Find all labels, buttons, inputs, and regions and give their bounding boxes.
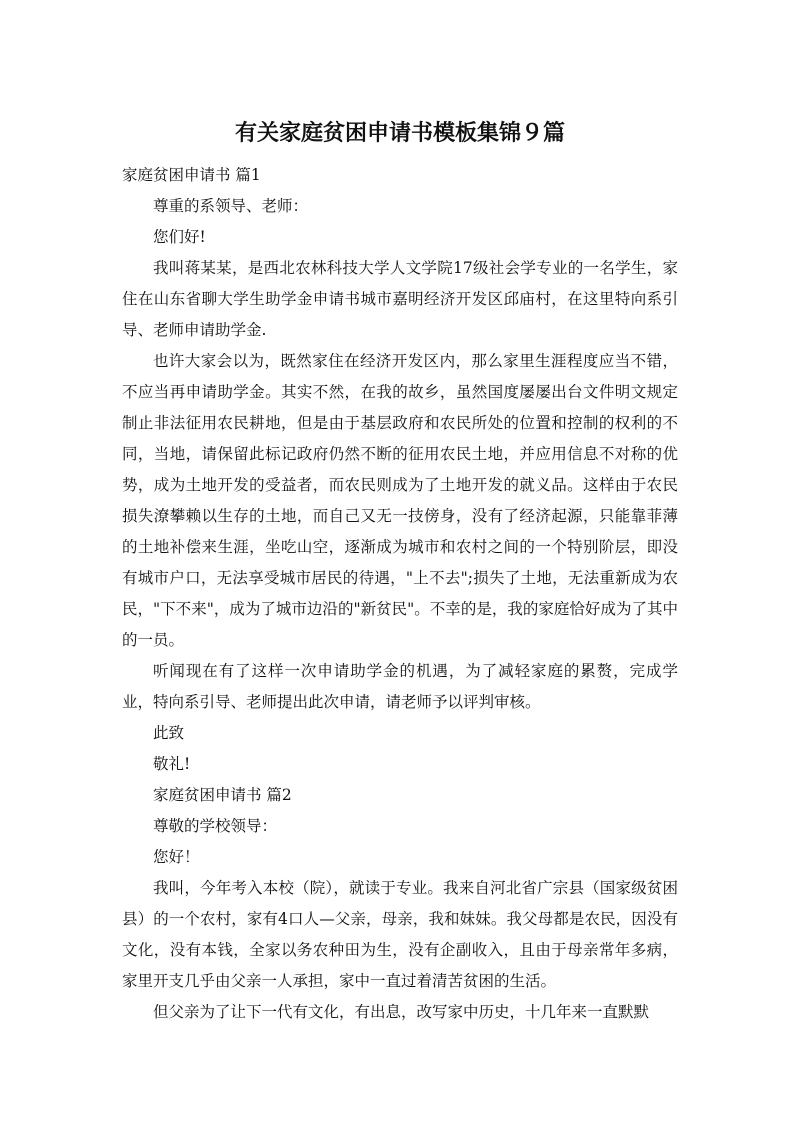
body-paragraph: 但父亲为了让下一代有文化，有出息，改写家中历史，十几年来一直默默 [153, 1003, 650, 1021]
salutation: 尊重的系领导、老师： [153, 197, 309, 215]
document-body [122, 160, 678, 1028]
document-title: 有关家庭贫困申请书模板集锦９篇 [234, 121, 565, 146]
salutation: 尊敬的学校领导： [153, 817, 278, 835]
section-heading-2: 家庭贫困申请书 篇2 [153, 786, 292, 804]
body-paragraph: 也许大家会以为，既然家住在经济开发区内，那么家里生涯程度应当不错，不应当再申请助学金。其实不然，在我的故乡，虽然国度屡屡出台文件明文规定制止非法征用农民耕地，但是由于基层政府和农民所处的位置和控制的权利的不同，当地，请保留此标记政府仍然不断的征用农民土地，并应用信息不对称的优势，成为土地开发的受益者，而农民则成为了土地开发的就义品。这样由于农民损失潦攀赖以生存的土地，而自己又无一技傍身，没有了经济起源，只能靠菲薄的土地补偿来生涯，坐吃山空，逐渐成为城市和农村之间的一个特别阶层，即没有城市户口，无法享受城市居民的待遇，"上不去";损失了土地，无法重新成为农民，"下不来"，成为了城市边沿的"新贫民"。不幸的是，我的家庭恰好成为了其中的一员。 [122, 352, 678, 649]
body-paragraph: 听闻现在有了这样一次申请助学金的机遇，为了减轻家庭的累赘，完成学业，特向系引导、老师提出此次申请，请老师予以评判审核。 [122, 662, 678, 711]
closing-line: 此致 [153, 724, 185, 742]
closing-line: 敬礼! [153, 755, 191, 773]
body-paragraph: 我叫，今年考入本校（院），就读于专业。我来自河北省广宗县（国家级贫困县）的一个农村，家有4口人—父亲，母亲，我和妹妹。我父母都是农民，因没有文化，没有本钱，全家以务农种田为生，没有企副收入，且由于母亲常年多病，家里开支几乎由父亲一人承担，家中一直过着清苦贫困的生活。 [122, 879, 678, 990]
greeting: 您们好! [153, 228, 206, 246]
body-paragraph: 我叫蒋某某，是西北农林科技大学人文学院17级社会学专业的一名学生，家住在山东省聊大学生助学金申请书城市嘉明经济开发区邱庙村，在这里特向系引导、老师申请助学金. [122, 259, 678, 339]
greeting: 您好！ [153, 848, 200, 866]
section-heading-1: 家庭贫困申请书 篇1 [122, 166, 261, 184]
